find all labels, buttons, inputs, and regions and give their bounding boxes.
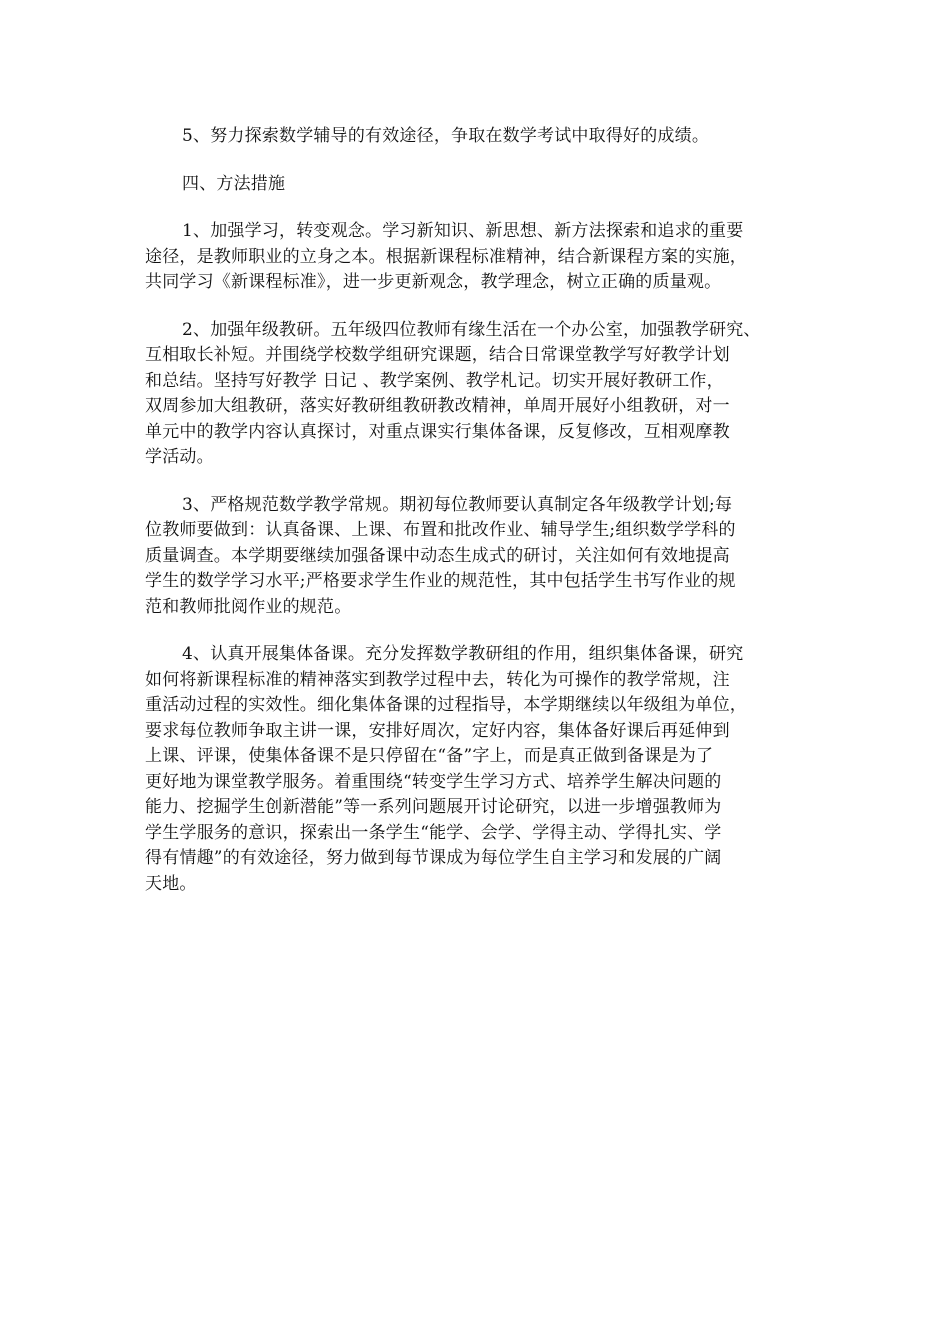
- text-line: 更好地为课堂教学服务。着重围绕“转变学生学习方式、培养学生解决问题的: [145, 771, 722, 792]
- paragraph-goal-5: [145, 124, 810, 150]
- text-line: 质量调查。本学期要继续加强备课中动态生成式的研讨，关注如何有效地提高: [145, 545, 730, 566]
- text-line: 和总结。坚持写好教学 日记 、教学案例、教学札记。切实开展好教研工作，: [145, 370, 724, 391]
- paragraph-measure-3: [145, 493, 810, 621]
- document-body: [145, 124, 810, 919]
- text-line: 2、加强年级教研。五年级四位教师有缘生活在一个办公室，加强教学研究、: [182, 319, 761, 340]
- text-line: 天地。: [145, 873, 197, 894]
- text-line: 学活动。: [145, 447, 214, 467]
- text-line: 重活动过程的实效性。细化集体备课的过程指导，本学期继续以年级组为单位，: [145, 695, 747, 715]
- text-line: 要求每位教师争取主讲一课，安排好周次，定好内容，集体备好课后再延伸到: [145, 720, 730, 741]
- heading-line: 四、方法措施: [182, 173, 286, 194]
- text-line: 双周参加大组教研，落实好教研组教研教改精神，单周开展好小组教研，对一: [145, 396, 730, 416]
- text-line: 如何将新课程标准的精神落实到教学过程中去，转化为可操作的教学常规，注: [145, 669, 730, 690]
- paragraph-measure-2: [145, 318, 810, 471]
- text-line: 共同学习《新课程标准》，进一步更新观念，教学理念，树立正确的质量观。: [145, 272, 722, 292]
- text-line: 3、严格规范数学教学常规。期初每位教师要认真制定各年级教学计划;每: [182, 494, 733, 515]
- text-line: 5、努力探索数学辅导的有效途径，争取在数学考试中取得好的成绩。: [182, 126, 710, 146]
- text-line: 范和教师批阅作业的规范。: [145, 596, 352, 617]
- paragraph-measure-4: [145, 642, 810, 897]
- text-line: 4、认真开展集体备课。充分发挥数学教研组的作用，组织集体备课，研究: [182, 644, 744, 664]
- text-line: 学生学服务的意识，探索出一条学生“能学、会学、学得主动、学得扎实、学: [145, 822, 722, 843]
- text-line: 单元中的教学内容认真探讨，对重点课实行集体备课，反复修改，互相观摩教: [145, 421, 730, 442]
- text-line: 位教师要做到：认真备课、上课、布置和批改作业、辅导学生;组织数学学科的: [145, 520, 736, 540]
- section-heading-methods: [145, 172, 810, 198]
- text-line: 1、加强学习，转变观念。学习新知识、新思想、新方法探索和追求的重要: [182, 221, 744, 241]
- paragraph-measure-1: [145, 219, 810, 296]
- text-line: 得有情趣”的有效途径，努力做到每节课成为每位学生自主学习和发展的广阔: [145, 848, 722, 868]
- text-line: 途径，是教师职业的立身之本。根据新课程标准精神，结合新课程方案的实施，: [145, 246, 747, 267]
- text-line: 互相取长补短。并围绕学校数学组研究课题，结合日常课堂教学写好教学计划: [145, 345, 730, 365]
- text-line: 学生的数学学习水平;严格要求学生作业的规范性，其中包括学生书写作业的规: [145, 571, 736, 591]
- text-line: 上课、评课，使集体备课不是只停留在“备”字上，而是真正做到备课是为了: [145, 746, 714, 766]
- text-line: 能力、挖掘学生创新潜能”等一系列问题展开讨论研究，以进一步增强教师为: [145, 797, 722, 817]
